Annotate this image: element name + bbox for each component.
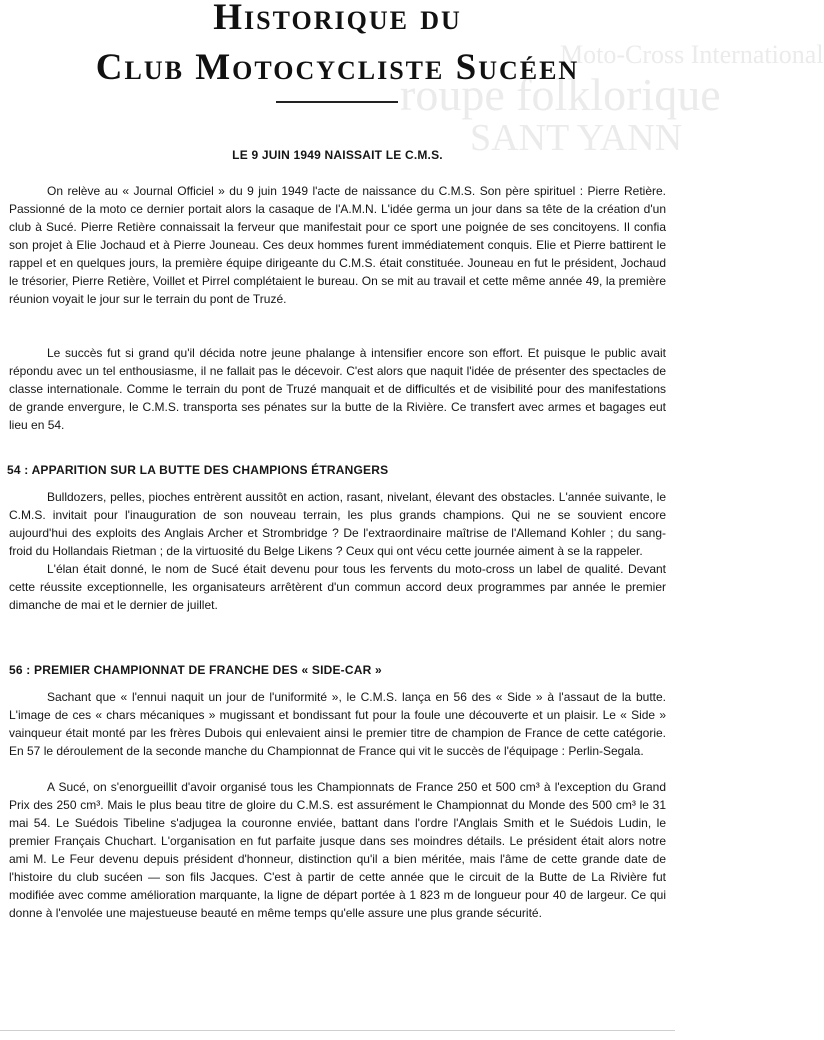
paragraph-founding: On relève au « Journal Officiel » du 9 juin 1949 l'acte de naissance du C.M.S. Son père spirituel : Pierre Retière. Passionné de la moto ce dernier portait alors la casaque de l'A.M.N. L'idée germa un jour dans sa tête de la création d'un club à Sucé. Pierre Retière connaissait la ferveur que manifestait pour ce sport une poignée de ses concitoyens. Il confia son projet à Elie Jochaud et à Pierre Jouneau. Ces deux hommes furent immédiatement conquis. Elie et Pierre battirent le rappel et en quelques jours, la première équipe dirigeante du C.M.S. était constituée. Jouneau en fut le président, Jochaud le trésorier, Pierre Retière, Voillet et Pirrel complétaient le bureau. On se mit au travail et cette même année 49, la première réunion voyait le jour sur le terrain du pont de Truzé. <box>9 184 666 306</box>
section-heading-54: 54 : APPARITION SUR LA BUTTE DES CHAMPIONS ÉTRANGERS <box>7 463 389 477</box>
page-title-line-1: Historique du <box>213 0 462 38</box>
title-underline <box>276 101 398 103</box>
show-through-text: roupe folklorique <box>400 69 721 120</box>
paragraph-champions: Bulldozers, pelles, pioches entrèrent aussitôt en action, rasant, nivelant, élevant des obstacles. L'année suivante, le C.M.S. invitait pour l'inauguration de son nouveau terrain, les plus grands champions. Qui ne se souvient encore aujourd'hui des exploits des Anglais Archer et Strombridge ? De l'extraordinaire maîtrise de l'Allemand Kohler ; du sang-froid du Hollandais Rietman ; de la virtuosité du Belge Likens ? Ceux qui ont vécu cette journée aiment à se la rappeler. <box>9 490 666 558</box>
page-bottom-edge <box>0 1030 675 1031</box>
paragraph-side-car: Sachant que « l'ennui naquit un jour de l'uniformité », le C.M.S. lança en 56 des « Side » à l'assaut de la butte. L'image de ces « chars mécaniques » mugissant et bondissant fut pour la foule une découverte et un plaisir. Le « Side » vainqueur était monté par les frères Dubois qui enlevaient ainsi le premier titre de champion de France de cette catégorie. En 57 le déroulement de la seconde manche du Championnat de France qui vit le succès de l'équipage : Perlin-Segala. <box>9 690 666 758</box>
section-heading-56: 56 : PREMIER CHAMPIONNAT DE FRANCHE DES « SIDE-CAR » <box>9 663 382 677</box>
paragraph-championships: A Sucé, on s'enorgueillit d'avoir organisé tous les Championnats de France 250 et 500 cm³ à l'exception du Grand Prix des 250 cm³. Mais le plus beau titre de gloire du C.M.S. est assurément le Championnat du Monde des 500 cm³ le 31 mai 54. Le Suédois Tibeline s'adjugea la couronne enviée, battant dans l'ordre l'Anglais Smith et le Suédois Ludin, le premier Français Chuchart. L'organisation en fut parfaite jusque dans ses moindres détails. Le président était alors notre ami M. Le Feur devenu depuis président d'honneur, distinction qu'il a bien méritée, mais l'âme de cette grande date de l'histoire du club sucéen — son fils Jacques. C'est à partir de cette année que le circuit de la Butte de La Rivière fut modifiée avec comme amélioration marquante, la ligne de départ portée à 1 823 m de longueur pour 40 de largeur. Ce qui donne à l'envolée une majestueuse beauté en même temps qu'elle assure une plus grande sécurité. <box>9 780 666 920</box>
paragraph-label: L'élan était donné, le nom de Sucé était devenu pour tous les fervents du moto-cross un label de qualité. Devant cette réussite exceptionnelle, les organisateurs arrêtèrent d'un commun accord deux programmes par année le premier dimanche de mai et le dernier de juillet. <box>9 562 666 612</box>
show-through-text: SANT YANN <box>470 117 683 159</box>
section-heading-founding: LE 9 JUIN 1949 NAISSAIT LE C.M.S. <box>232 148 443 162</box>
show-through-text: Moto-Cross International <box>560 40 824 69</box>
page-title-line-2: Club Motocycliste Sucéen <box>95 47 580 88</box>
paragraph-success: Le succès fut si grand qu'il décida notre jeune phalange à intensifier encore son effort. Et puisque le public avait répondu avec un tel enthousiasme, il ne fallait pas le décevoir. C'est alors que naquit l'idée de présenter des spectacles de classe internationale. Comme le terrain du pont de Truzé manquait et de difficultés et de visibilité pour des manifestations de grande envergure, le C.M.S. transporta ses pénates sur la butte de la Rivière. Ce transfert avec armes et bagages eut lieu en 54. <box>9 346 666 432</box>
